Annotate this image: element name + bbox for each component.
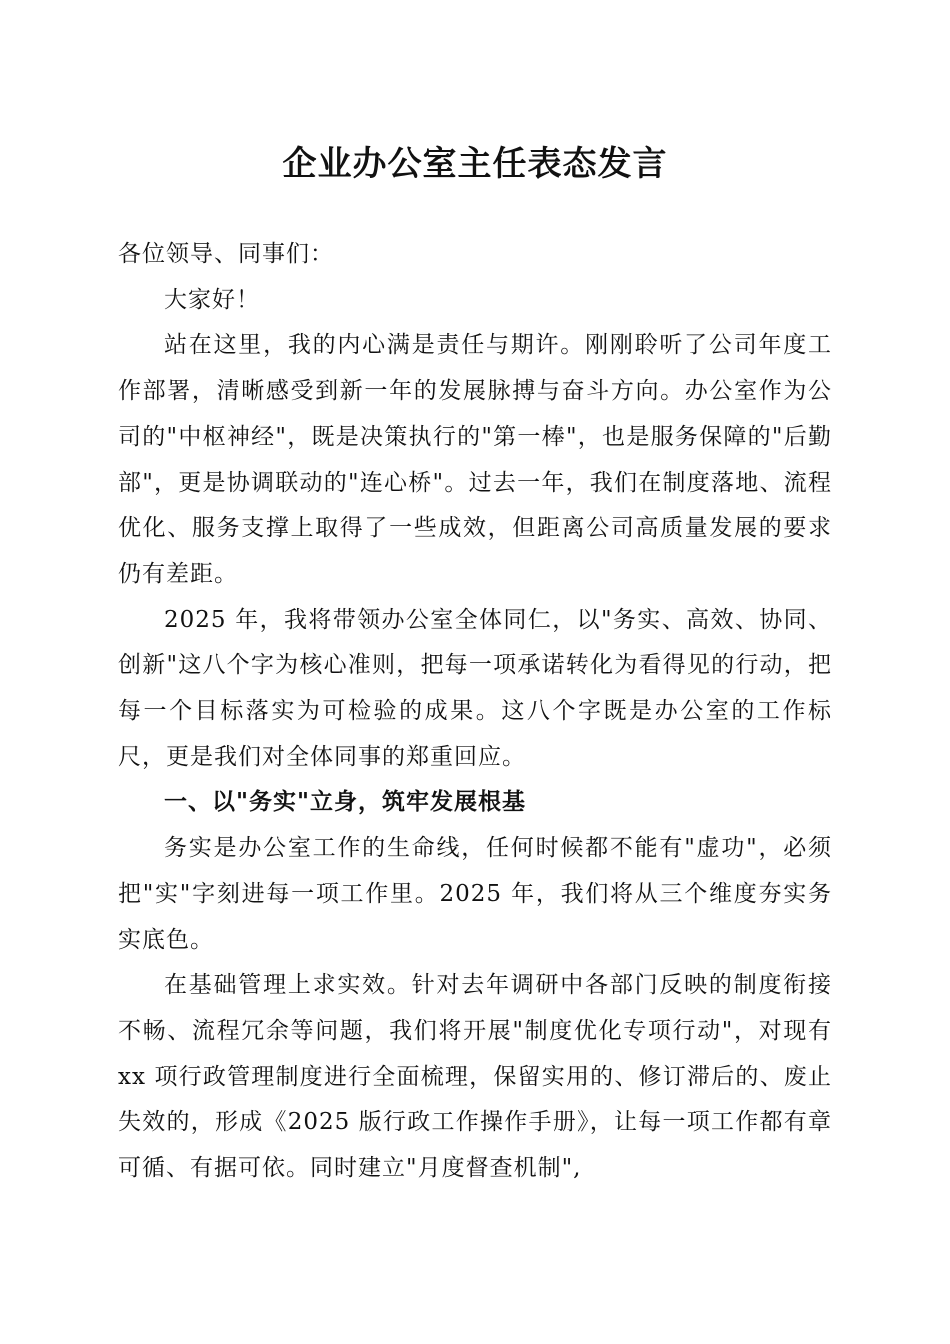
paragraph: 在基础管理上求实效。针对去年调研中各部门反映的制度衔接不畅、流程冗余等问题，我们将开展"制度优化专项行动"，对现有 xx 项行政管理制度进行全面梳理，保留实用的、修订滞后的、废止失效的，形成《2025 版行政工作操作手册》，让每一项工作都有章可循、有据可依。同时建立"月度督查机制",: [118, 972, 832, 1182]
document-body: [118, 232, 832, 1192]
greeting: 大家好！: [164, 286, 260, 313]
section-heading: 一、以"务实"立身，筑牢发展根基: [164, 789, 526, 816]
document-title: 企业办公室主任表态发言: [282, 144, 668, 184]
salutation: 各位领导、同事们：: [118, 241, 334, 267]
paragraph: 务实是办公室工作的生命线，任何时候都不能有"虚功"，必须把"实"字刻进每一项工作里。2025 年，我们将从三个维度夯实务实底色。: [118, 835, 832, 953]
paragraph: 2025 年，我将带领办公室全体同仁，以"务实、高效、协同、创新"这八个字为核心准则，把每一项承诺转化为看得见的行动，把每一个目标落实为可检验的成果。这八个字既是办公室的工作标尺，更是我们对全体同事的郑重回应。: [118, 606, 832, 770]
paragraph: 站在这里，我的内心满是责任与期许。刚刚聆听了公司年度工作部署，清晰感受到新一年的发展脉搏与奋斗方向。办公室作为公司的"中枢神经"，既是决策执行的"第一棒"，也是服务保障的"后勤部"，更是协调联动的"连心桥"。过去一年，我们在制度落地、流程优化、服务支撑上取得了一些成效，但距离公司高质量发展的要求仍有差距。: [118, 332, 832, 587]
